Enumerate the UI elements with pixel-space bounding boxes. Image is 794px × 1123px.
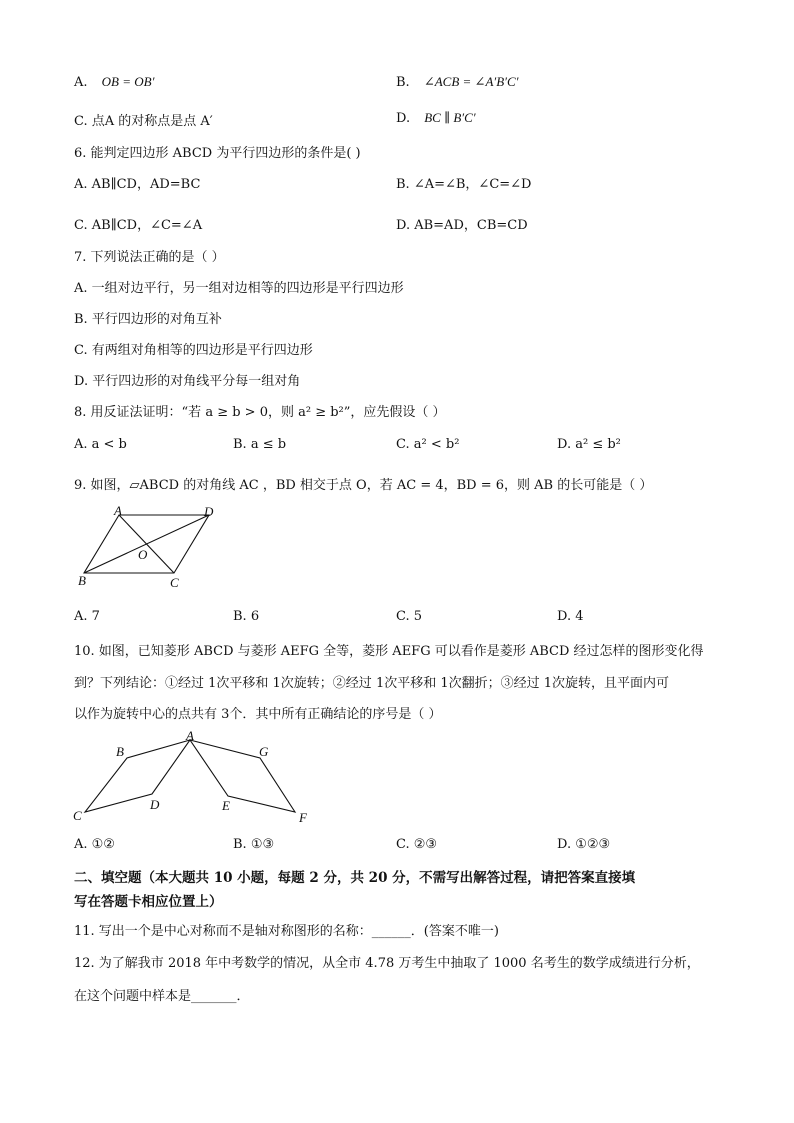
label-b: B [78, 573, 86, 588]
q5-option-b-label: B. [396, 75, 410, 90]
q5-option-a-label: A. [74, 75, 88, 90]
label-f: F [299, 810, 307, 825]
q5-option-b-formula: ∠ACB = ∠A′B′C′ [423, 74, 519, 89]
q5-option-a-formula: OB = OB′ [101, 74, 155, 89]
q10-option-d: D. ①②③ [557, 837, 611, 852]
rhombus-aefg [190, 740, 295, 812]
q6-option-b: B. ∠A=∠B，∠C=∠D [396, 177, 532, 192]
q5-option-b [396, 74, 519, 90]
q6-option-a: A. AB∥CD，AD=BC [74, 177, 201, 192]
q7-option-d: D. 平行四边形的对角线平分每一组对角 [74, 374, 301, 389]
section-2-heading-line-1: 二、填空题（本大题共 10 小题，每题 2 分，共 20 分，不需写出解答过程，请把答案直接填 [74, 870, 636, 886]
q10-option-b: B. ①③ [233, 837, 275, 852]
q10-line-3: 以作为旋转中心的点共有 3个．其中所有正确结论的序号是（ ） [74, 707, 442, 722]
label-o: O [138, 547, 148, 562]
section-2-heading-line-2: 写在答题卡相应位置上） [74, 894, 223, 910]
diagonal-bd [84, 515, 209, 573]
q5-option-a [74, 74, 154, 90]
q7-option-c: C. 有两组对角相等的四边形是平行四边形 [74, 343, 313, 358]
label-b: B [116, 744, 124, 759]
q9-parallelogram-figure [74, 503, 224, 595]
label-a: A [186, 728, 194, 743]
q5-option-d-label: D. [396, 111, 411, 126]
q5-option-d-formula: BC ∥ B′C′ [424, 110, 476, 125]
label-d: D [204, 504, 214, 519]
q10-line-1: 10. 如图，已知菱形 ABCD 与菱形 AEFG 全等，菱形 AEFG 可以看作是菱形 ABCD 经过怎样的图形变化得 [74, 644, 704, 659]
q8-stem: 8. 用反证法证明：“若 a ≥ b > 0，则 a² ≥ b²”，应先假设（ ） [74, 405, 446, 420]
q7-option-a: A. 一组对边平行，另一组对边相等的四边形是平行四边形 [74, 281, 404, 296]
q12-line-2: 在这个问题中样本是_______． [74, 989, 250, 1004]
label-d: D [150, 797, 160, 812]
label-g: G [259, 744, 269, 759]
q12-line-1: 12. 为了解我市 2018 年中考数学的情况，从全市 4.78 万考生中抽取了 1000 名考生的数学成绩进行分析， [74, 956, 700, 971]
q7-option-b: B. 平行四边形的对角互补 [74, 312, 222, 327]
q5-option-c: C. 点A 的对称点是点 A′ [74, 114, 213, 129]
label-c: C [170, 575, 179, 590]
q8-option-b: B. a ≤ b [233, 437, 287, 452]
q8-option-d: D. a² ≤ b² [557, 437, 621, 452]
q10-option-c: C. ②③ [396, 837, 438, 852]
q7-stem: 7. 下列说法正确的是（ ） [74, 250, 225, 265]
q6-option-c: C. AB∥CD，∠C=∠A [74, 218, 203, 233]
q6-option-d: D. AB=AD，CB=CD [396, 218, 528, 233]
q9-stem: 9. 如图，▱ABCD 的对角线 AC ，BD 相交于点 O，若 AC = 4，BD = 6，则 AB 的长可能是（ ） [74, 478, 653, 493]
q11-text: 11. 写出一个是中心对称而不是轴对称图形的名称：______．(答案不唯一) [74, 924, 499, 939]
q10-option-a: A. ①② [74, 837, 115, 852]
q8-option-c: C. a² < b² [396, 437, 460, 452]
rhombus-abcd [85, 740, 190, 812]
q9-option-a: A. 7 [74, 609, 100, 624]
q9-option-b: B. 6 [233, 609, 260, 624]
q8-option-a: A. a < b [74, 437, 127, 452]
q5-option-d [396, 110, 476, 126]
q9-option-c: C. 5 [396, 609, 423, 624]
label-a: A [114, 503, 122, 518]
q9-option-d: D. 4 [557, 609, 584, 624]
q10-rhombus-figure [70, 728, 320, 828]
q10-line-2: 到？下列结论：①经过 1次平移和 1次旋转；②经过 1次平移和 1次翻折；③经过 1次旋转，且平面内可 [74, 676, 670, 691]
label-e: E [222, 798, 230, 813]
q6-stem: 6. 能判定四边形 ABCD 为平行四边形的条件是( ) [74, 146, 361, 161]
label-c: C [73, 808, 82, 823]
